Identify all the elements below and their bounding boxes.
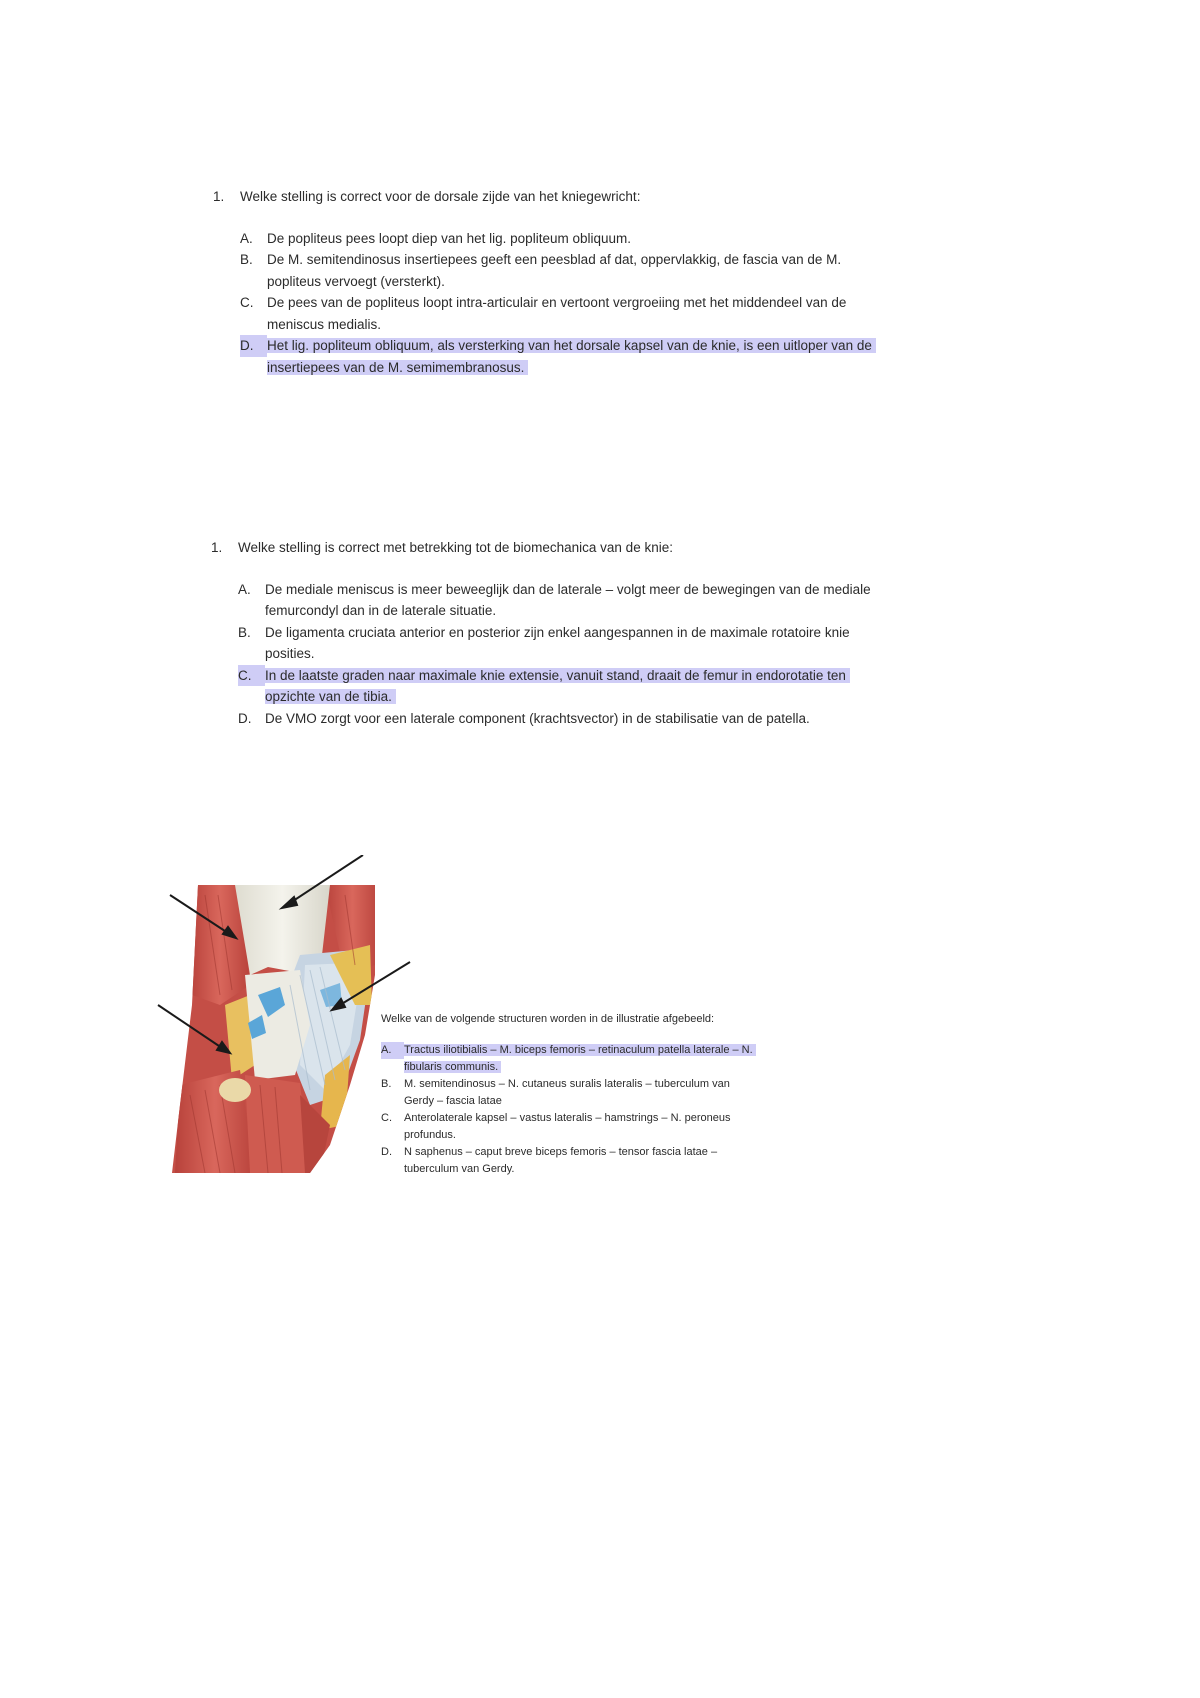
option-c: [240, 292, 873, 335]
option-letter: D.: [238, 710, 252, 726]
option-text: De ligamenta cruciata anterior en posterior zijn enkel aangespannen in de maximale rotatoire knie posities.: [265, 624, 850, 661]
option-a: [240, 228, 873, 250]
option-text: N saphenus – caput breve biceps femoris – tensor fascia latae – tuberculum van Gerdy.: [404, 1146, 718, 1175]
option-letter: B.: [240, 252, 253, 267]
option-letter: D.: [381, 1146, 392, 1158]
question-1: [213, 186, 873, 378]
option-text: De VMO zorgt voor een laterale component (krachtsvector) in de stabilisatie van de patella.: [265, 710, 810, 726]
question-stem: [213, 186, 873, 208]
option-text: Tractus iliotibialis – M. biceps femoris – retinaculum patella laterale – N. fibularis communis.: [404, 1044, 756, 1073]
option-text: M. semitendinosus – N. cutaneus suralis lateralis – tuberculum van Gerdy – fascia latae: [404, 1078, 730, 1107]
option-text: Anterolaterale kapsel – vastus lateralis – hamstrings – N. peroneus profundus.: [404, 1112, 731, 1141]
option-d: [238, 708, 871, 730]
option-letter: C.: [381, 1112, 392, 1124]
answer-options: [240, 228, 873, 379]
illustration-question: [381, 1011, 761, 1178]
question-2: [211, 537, 871, 729]
answer-options: [381, 1042, 761, 1178]
option-b: [240, 249, 873, 292]
option-letter: D.: [240, 335, 267, 357]
option-letter: C.: [240, 295, 254, 310]
option-letter: C.: [238, 665, 265, 687]
option-text: Het lig. popliteum obliquum, als versterking van het dorsale kapsel van de knie, is een uitloper van de insertiepees van de M. semimembranosus.: [267, 338, 876, 375]
option-d-highlighted: [240, 335, 873, 378]
option-letter: A.: [381, 1042, 404, 1059]
question-stem: [211, 537, 871, 559]
option-c: [381, 1110, 761, 1144]
question-text: Welke stelling is correct voor de dorsale zijde van het kniegewricht:: [240, 189, 641, 204]
option-text: De pees van de popliteus loopt intra-articulair en vertoont vergroeiing met het middendeel van de meniscus medialis.: [267, 295, 847, 332]
question-number: 1.: [211, 540, 223, 555]
option-a-highlighted: [381, 1042, 761, 1076]
option-text: De M. semitendinosus insertiepees geeft een peesblad af dat, oppervlakkig, de fascia van de M. popliteus vervoegt (versterkt).: [267, 252, 842, 289]
question-number: 1.: [213, 189, 225, 204]
question-text: Welke stelling is correct met betrekking tot de biomechanica van de knie:: [238, 540, 673, 555]
option-letter: B.: [238, 624, 251, 640]
question-text: Welke van de volgende structuren worden in de illustratie afgebeeld:: [381, 1013, 715, 1025]
option-d: [381, 1144, 761, 1178]
option-b: [381, 1076, 761, 1110]
option-letter: A.: [238, 581, 251, 597]
option-a: [238, 579, 871, 622]
option-text: De mediale meniscus is meer beweeglijk dan de laterale – volgt meer de bewegingen van de mediale femurcondyl dan in de laterale situatie.: [265, 581, 871, 618]
option-text: De popliteus pees loopt diep van het lig. popliteum obliquum.: [267, 230, 631, 246]
answer-options: [238, 579, 871, 730]
option-letter: B.: [381, 1078, 392, 1090]
option-letter: A.: [240, 230, 253, 246]
option-c-highlighted: [238, 665, 871, 708]
option-b: [238, 622, 871, 665]
option-text: In de laatste graden naar maximale knie extensie, vanuit stand, draait de femur in endorotatie ten opzichte van de tibia.: [265, 668, 850, 705]
